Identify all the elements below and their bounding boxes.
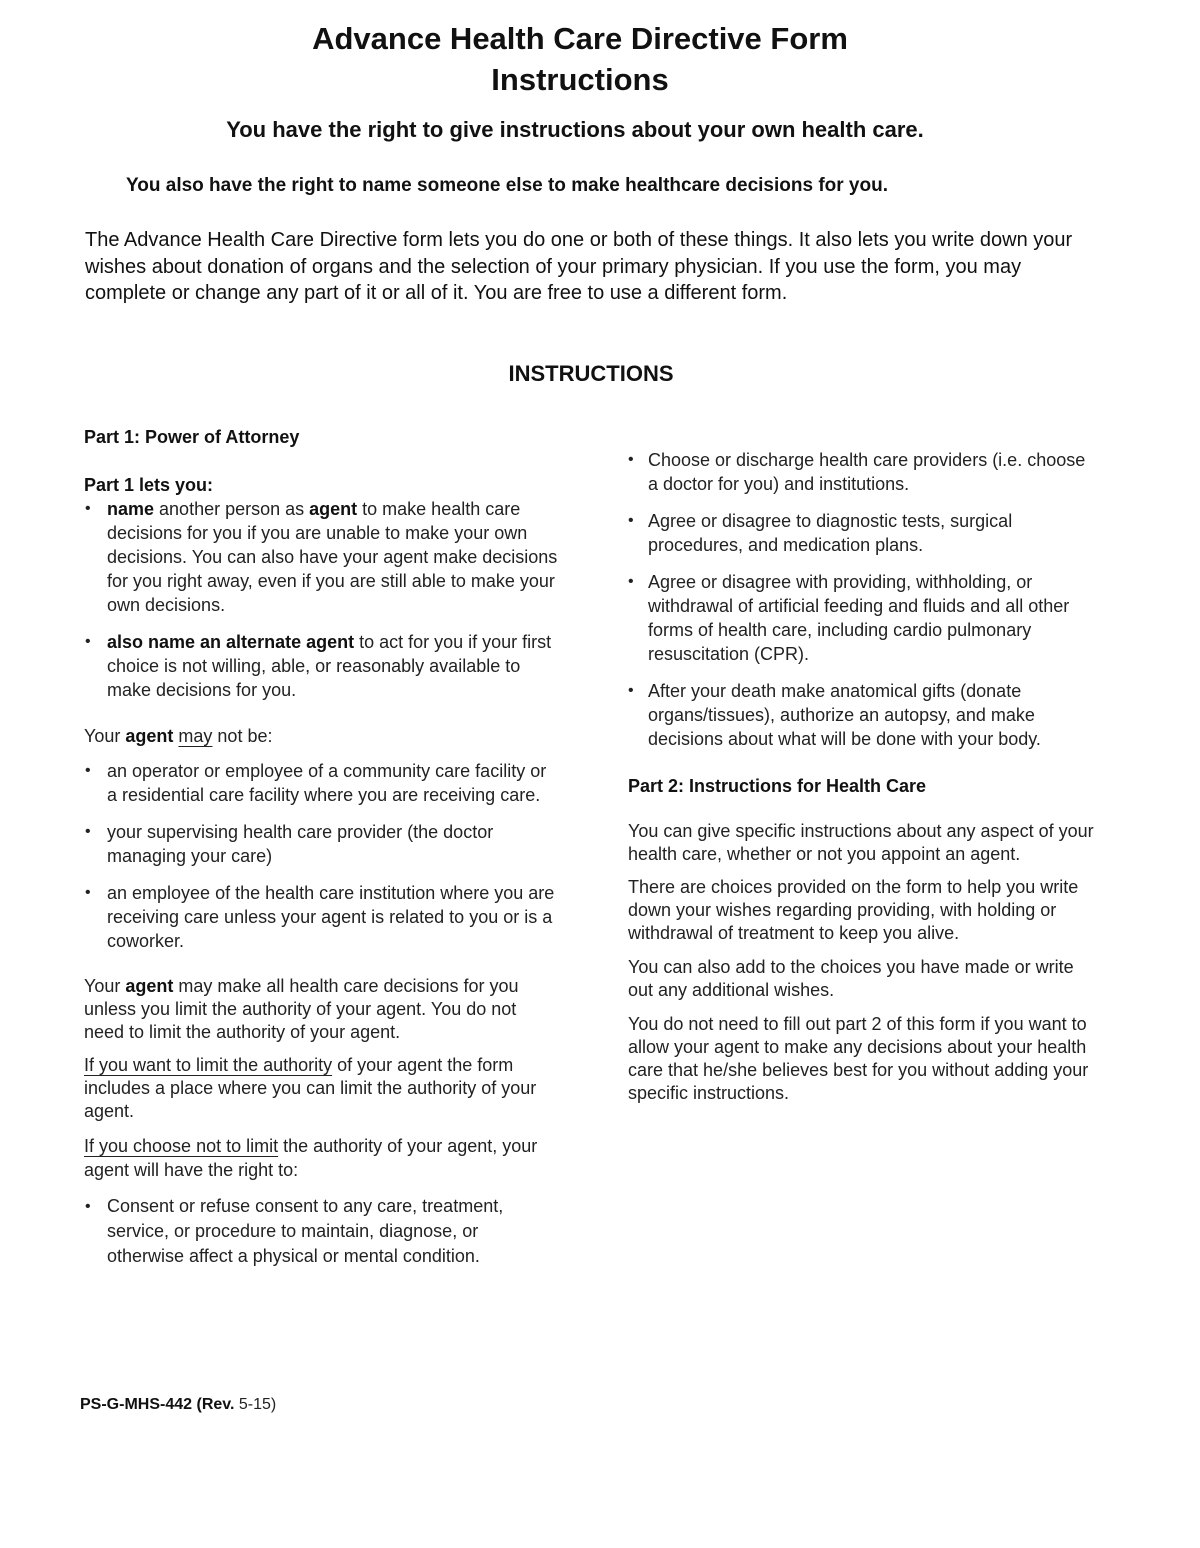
no-limit-paragraph: If you choose not to limit the authority of your agent, your agent will have the right to: — [84, 1136, 538, 1180]
part2-paragraph: There are choices provided on the form to help you write down your wishes regarding providing, with holding or withdrawal of treatment to keep you alive. — [628, 877, 1079, 943]
agent-may-not-be: Your agent may not be: — [84, 726, 273, 746]
part2-paragraph: You can give specific instructions about any aspect of your health care, whether or not you appoint an agent. — [628, 821, 1094, 864]
list-item: • After your death make anatomical gifts (donate organs/tissues), authorize an autopsy, and make decisions about what will be done with your body. — [628, 679, 1098, 751]
intro-paragraph: The Advance Health Care Directive form lets you do one or both of these things. It also lets you write down your wishes about donation of organs and the selection of your primary physician. If you use the form, you may complete or change any part of it or all of it. You are free to use a different form. — [85, 229, 1073, 304]
title-line-1: Advance Health Care Directive Form — [312, 21, 848, 56]
list-item: • an employee of the health care institution where you are receiving care unless your agent is related to you or is a coworker. — [84, 881, 559, 953]
list-item: • Agree or disagree to diagnostic tests, surgical procedures, and medication plans. — [628, 509, 1098, 557]
page-title — [0, 18, 1160, 100]
right-column — [628, 448, 1098, 1105]
list-item: • also name an alternate agent to act for you if your first choice is not willing, able, or reasonably available to make decisions for you. — [84, 630, 559, 702]
instructions-heading: INSTRUCTIONS — [508, 361, 674, 386]
agent-rights-list — [84, 1194, 559, 1269]
left-column — [84, 425, 559, 1269]
part2-paragraph: You do not need to fill out part 2 of this form if you want to allow your agent to make any decisions about your health care that he/she believes best for you without adding your specific instructions. — [628, 1014, 1089, 1103]
list-item: • Consent or refuse consent to any care, treatment, service, or procedure to maintain, diagnose, or otherwise affect a physical or mental condition. — [84, 1194, 559, 1269]
agent-authority-paragraph: Your agent may make all health care decisions for you unless you limit the authority of your agent. You do not need to limit the authority of your agent. — [84, 976, 519, 1042]
right-to-instruct-statement: You have the right to give instructions about your own health care. — [226, 117, 924, 142]
agent-rights-list-continued — [628, 448, 1098, 751]
form-code-footer: PS-G-MHS-442 (Rev. 5-15) — [80, 1396, 277, 1413]
part1-options-list — [84, 497, 559, 702]
list-item: • an operator or employee of a community care facility or a residential care facility where you are receiving care. — [84, 759, 559, 807]
limit-authority-paragraph: If you want to limit the authority of your agent the form includes a place where you can limit the authority of your agent. — [84, 1055, 537, 1121]
title-line-2: Instructions — [491, 62, 669, 97]
right-to-name-agent-statement: You also have the right to name someone else to make healthcare decisions for you. — [126, 175, 888, 196]
part1-heading: Part 1: Power of Attorney — [84, 427, 300, 447]
list-item: • your supervising health care provider (the doctor managing your care) — [84, 820, 559, 868]
list-item: • name another person as agent to make health care decisions for you if you are unable to make your own decisions. You can also have your agent make decisions for you right away, even if you are still able to make your own decisions. — [84, 497, 559, 617]
part1-lets-you: Part 1 lets you: — [84, 475, 214, 495]
part2-paragraph: You can also add to the choices you have made or write out any additional wishes. — [628, 957, 1074, 1000]
list-item: • Choose or discharge health care providers (i.e. choose a doctor for you) and institutions. — [628, 448, 1098, 496]
agent-restrictions-list — [84, 759, 559, 953]
part2-heading: Part 2: Instructions for Health Care — [628, 776, 927, 796]
list-item: • Agree or disagree with providing, withholding, or withdrawal of artificial feeding and fluids and all other forms of health care, including cardio pulmonary resuscitation (CPR). — [628, 570, 1098, 666]
